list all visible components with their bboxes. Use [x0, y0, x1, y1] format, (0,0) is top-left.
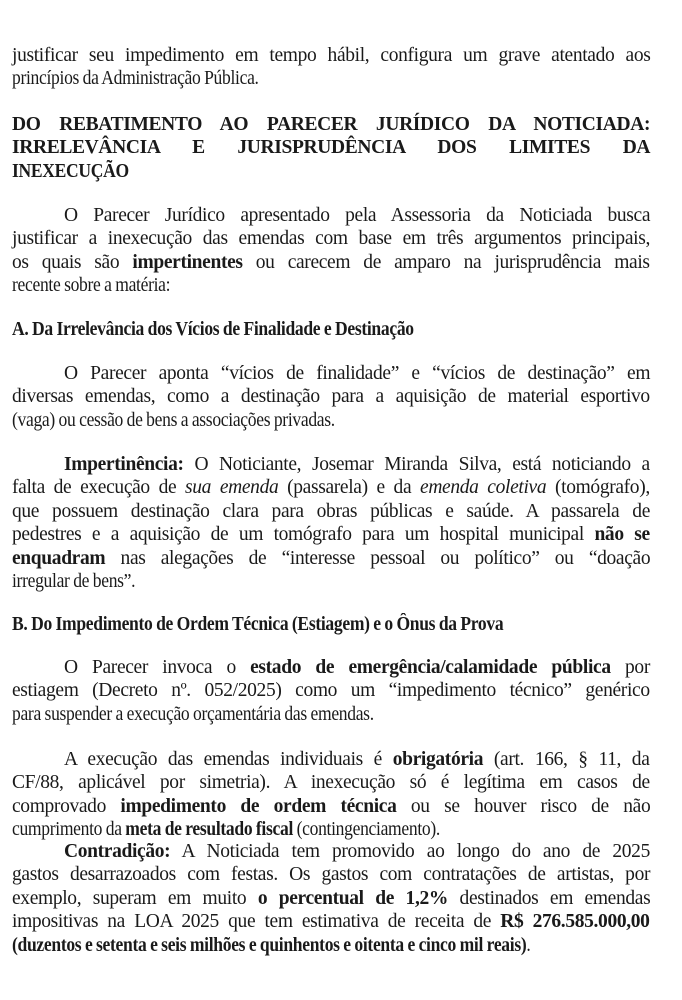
- text-span: pedestres e a aquisição de um tomógrafo para um hospital municipal: [12, 524, 595, 546]
- bold-span: impertinentes: [132, 251, 243, 273]
- italic-span: sua emenda: [185, 477, 279, 499]
- text-line: diversas emendas, como a destinação para a aquisição de material esportivo: [12, 386, 650, 408]
- text-span: os quais são: [12, 251, 133, 273]
- text-line: estiagem (Decreto nº. 052/2025) como um “impedimento técnico” genérico: [12, 680, 650, 702]
- bold-span: o percentual de 1,2%: [257, 887, 449, 909]
- text-span: ou carecem de amparo na jurisprudência mais: [242, 251, 650, 273]
- text-line: que possuem destinação clara para obras públicas e saúde. A passarela de: [12, 500, 650, 522]
- heading-line: B. Do Impedimento de Ordem Técnica (Estiagem) e o Ônus da Prova: [12, 614, 504, 635]
- text-line: O Parecer Jurídico apresentado pela Assessoria da Noticiada busca: [64, 205, 651, 226]
- text-line: [12, 840, 650, 863]
- parecer-paragraph: [12, 204, 650, 298]
- text-line: [12, 547, 650, 570]
- section-a-heading: [12, 318, 650, 341]
- bold-span: Impertinência:: [64, 454, 184, 475]
- text-span: comprovado: [12, 795, 121, 817]
- section-b-paragraph-3: [12, 840, 650, 957]
- bold-span: enquadram: [12, 547, 106, 569]
- text-span: A Noticiada tem promovido ao longo do ano de 2025: [170, 841, 650, 862]
- bold-span: obrigatória: [392, 749, 484, 770]
- text-line: justificar seu impedimento em tempo hábil, configura um grave atentado aos: [12, 45, 651, 66]
- bold-span: (duzentos e setenta e seis milhões e quinhentos e oitenta e cinco mil reais): [12, 934, 527, 956]
- text-span: ou se houver risco de não: [396, 795, 651, 817]
- text-line: [12, 656, 650, 679]
- section-b-paragraph-2: [12, 748, 650, 842]
- text-line: princípios da Administração Pública.: [12, 68, 259, 90]
- italic-span: emenda coletiva: [420, 477, 547, 499]
- text-line: irregular de bens”.: [12, 570, 136, 592]
- text-line: [12, 476, 650, 499]
- text-line: [12, 795, 650, 818]
- text-span: destinados em emendas: [448, 887, 651, 909]
- text-line: [12, 523, 650, 546]
- text-line: [12, 887, 650, 910]
- text-line: [12, 251, 650, 274]
- text-span: (tomógrafo),: [546, 477, 650, 499]
- text-span: exemplo, superam em muito: [12, 887, 258, 909]
- section-a-paragraph-1: [12, 362, 650, 432]
- text-line: recente sobre a matéria:: [12, 275, 171, 297]
- text-span: por: [610, 657, 650, 678]
- heading-line: INEXECUÇÃO: [12, 160, 129, 182]
- text-line: [12, 818, 650, 841]
- text-span: (art. 166, § 11, da: [483, 749, 650, 770]
- text-line: (vaga) ou cessão de bens a associações privadas.: [12, 409, 335, 431]
- section-b-heading: [12, 613, 650, 636]
- bold-span: meta de resultado fiscal: [125, 819, 294, 841]
- bold-span: R$ 276.585.000,00: [500, 911, 650, 933]
- text-line: CF/88, aplicável por simetria). A inexecução só é legítima em casos de: [12, 772, 650, 794]
- text-line: gastos desarrazoados com festas. Os gastos com contratações de artistas, por: [12, 864, 651, 886]
- text-line: [12, 748, 650, 771]
- text-span: impositivas na LOA 2025 que tem estimativa de receita de: [12, 911, 501, 933]
- intro-paragraph: [12, 44, 650, 91]
- heading-line: A. Da Irrelevância dos Vícios de Finalidade e Destinação: [12, 319, 414, 340]
- text-line: [12, 910, 650, 933]
- heading-line: DO REBATIMENTO AO PARECER JURÍDICO DA NOTICIADA:: [12, 114, 651, 135]
- text-line: justificar a inexecução das emendas com base em três argumentos principais,: [12, 228, 650, 250]
- section-b-paragraph-1: [12, 656, 650, 726]
- text-span: (contingenciamento).: [293, 819, 440, 841]
- text-span: (passarela) e da: [278, 477, 421, 499]
- text-line: [12, 934, 650, 957]
- bold-span: impedimento de ordem técnica: [120, 795, 397, 817]
- text-span: A execução das emendas individuais é: [64, 749, 393, 770]
- bold-span: estado de emergência/calamidade pública: [250, 657, 611, 678]
- main-heading: [12, 113, 650, 183]
- bold-span: não se: [594, 524, 650, 546]
- text-span: cumprimento da: [12, 819, 126, 841]
- text-span: .: [526, 934, 531, 956]
- text-line: [12, 453, 650, 476]
- text-span: O Noticiante, Josemar Miranda Silva, está noticiando a: [183, 454, 650, 475]
- text-span: O Parecer invoca o: [64, 657, 251, 678]
- section-a-paragraph-2: [12, 453, 650, 593]
- text-span: falta de execução de: [12, 477, 186, 499]
- text-line: para suspender a execução orçamentária das emendas.: [12, 703, 374, 725]
- bold-span: Contradição:: [64, 841, 171, 862]
- text-span: nas alegações de “interesse pessoal ou político” ou “doação: [105, 547, 651, 569]
- heading-line: IRRELEVÂNCIA E JURISPRUDÊNCIA DOS LIMITES DA: [12, 137, 651, 159]
- text-line: O Parecer aponta “vícios de finalidade” e “vícios de destinação” em: [64, 363, 651, 384]
